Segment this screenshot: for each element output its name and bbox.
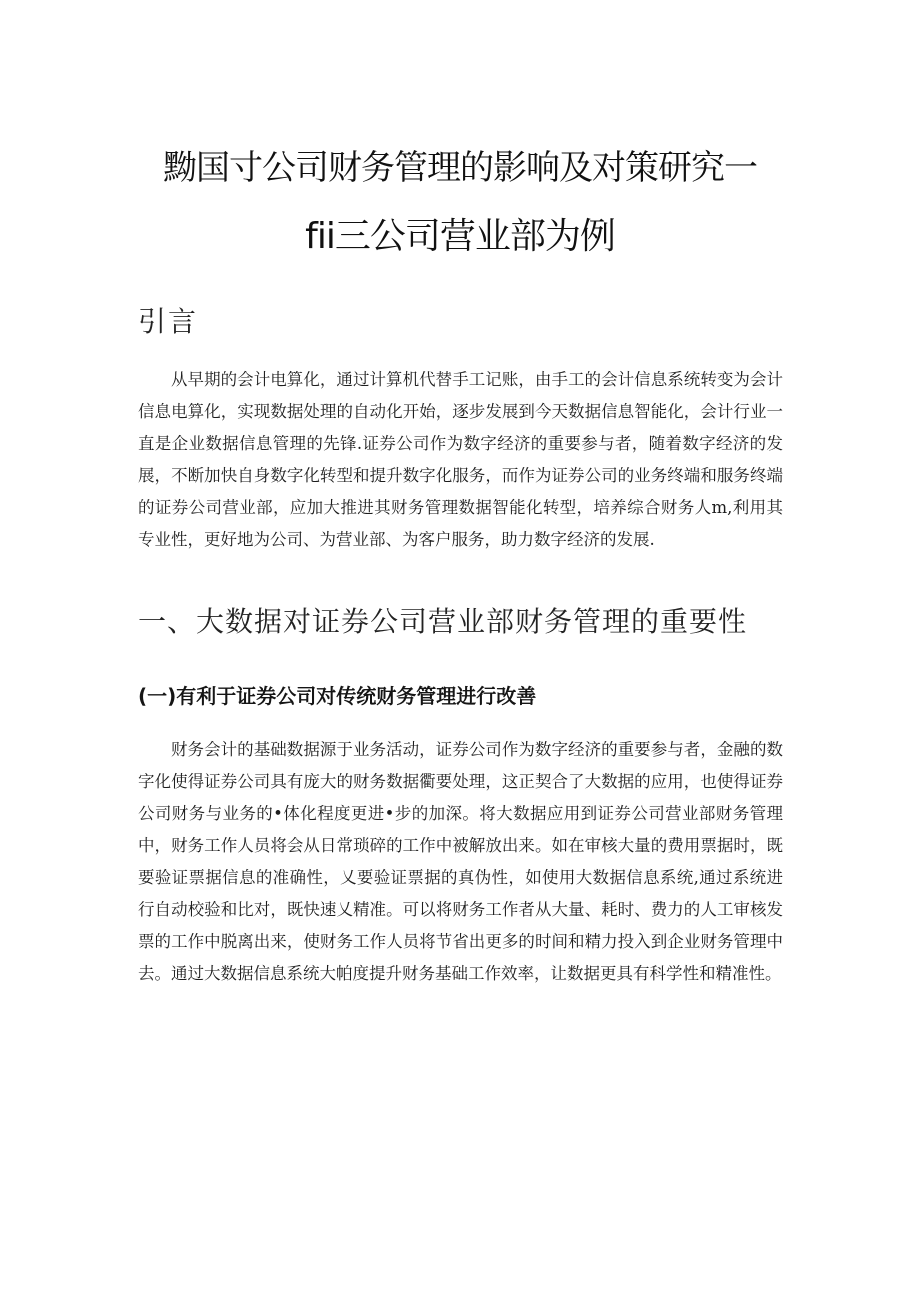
section-1-heading: 一、大数据对证券公司营业部财务管理的重要性 xyxy=(138,605,748,638)
intro-paragraph: 从早期的会计电算化，通过计算机代替手工记账，由手工的会计信息系统转变为会计信息电算化，实现数据处理的自动化开始，逐步发展到今天数据信息智能化，会计行业一直是企业数据信息管理的先锋.证券公司作为数字经济的重要参与者，随着数字经济的发展，不断加快自身数字化转型和提升数字化服务，而作为证券公司的业务终端和服务终端的证券公司营业部，应加大推进其财务管理数据智能化转型，培养综合财务人m,利用其专业性，更好地为公司、为营业部、为客户服务，助力数字经济的发展. xyxy=(138,370,783,549)
document-title-line-2: fii三公司营业部为例 xyxy=(305,216,615,257)
intro-heading: 引言 xyxy=(138,305,199,338)
subsection-1-paragraph: 财务会计的基础数据源于业务活动，证券公司作为数字经济的重要参与者，金融的数字化使得证券公司具有庞大的财务数据衢要处理，这正契合了大数据的应用，也使得证券公司财务与业务的•体化程度更进•步的加深。将大数据应用到证券公司营业部财务管理中，财务工作人员将会从日常琐碎的工作中被解放出来。如在审核大量的费用票据时，既要验证票据信息的准确性，乂要验证票据的真伪性，如使用大数据信息系统,通过系统进行自动校验和比对，既快速乂精准。可以将财务工作者从大量、耗时、费力的人工审核发票的工作中脱离出来，使财务工作人员将节省出更多的时间和精力投入到企业财务管理中去。通过大数据信息系统大帕度提升财务基础工作效率，让数据更具有科学性和精准性。 xyxy=(138,740,783,983)
document-title-line-1: 黝国寸公司财务管理的影响及对策研究一 xyxy=(163,148,757,188)
subsection-1-heading: (一)有利于证券公司对传统财务管理进行改善 xyxy=(138,684,537,708)
